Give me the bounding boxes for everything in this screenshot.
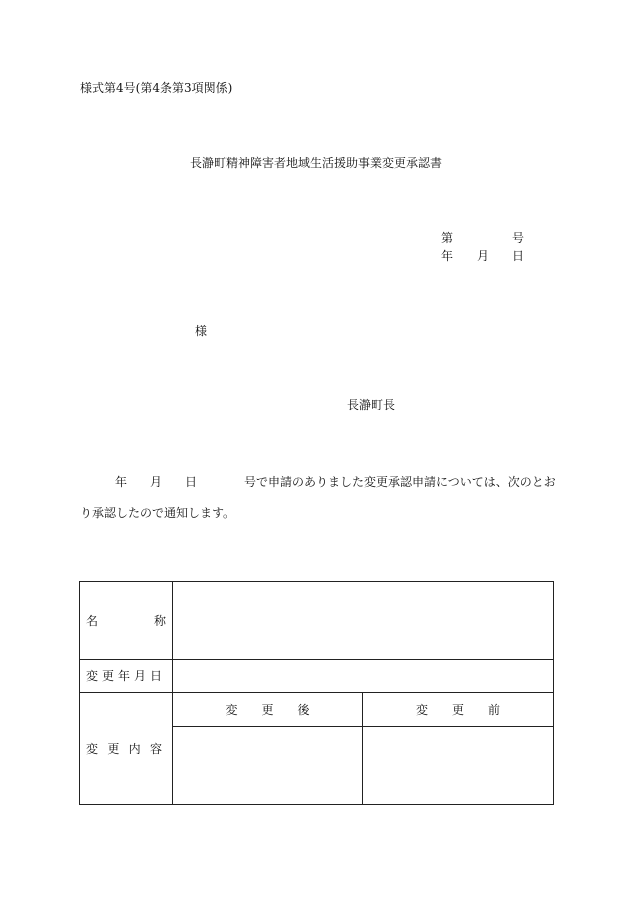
body-text-line1: 号で申請のありました変更承認申請については、次のとお: [244, 475, 556, 489]
name-value-cell[interactable]: [173, 582, 554, 660]
change-date-label-cell: [80, 660, 173, 693]
name-label-char: 名: [86, 613, 99, 628]
document-title: 長瀞町精神障害者地域生活援助事業変更承認書: [190, 156, 443, 170]
change-date-label-char: 更: [101, 669, 114, 683]
body-text-line2: り承認したので通知します。: [80, 506, 236, 520]
change-content-label-char: 内: [128, 741, 141, 756]
before-change-header: 変 更 前: [363, 693, 554, 727]
change-content-label-char: 更: [107, 741, 120, 756]
body-year: 年: [115, 475, 128, 489]
change-date-label-char: 月: [133, 669, 146, 683]
addressee-honorific: 様: [195, 324, 208, 338]
change-details-table: [79, 581, 554, 805]
issue-date-month: 月: [477, 249, 490, 263]
change-date-value-cell[interactable]: [173, 660, 554, 693]
body-month: 月: [150, 475, 163, 489]
issue-date-day: 日: [512, 249, 525, 263]
before-change-cell[interactable]: [363, 727, 554, 805]
name-label-cell: [80, 582, 173, 660]
doc-number-suffix: 号: [512, 231, 525, 245]
change-content-label-char: 変: [86, 741, 99, 756]
doc-number-prefix: 第: [441, 231, 454, 245]
change-content-label-cell: [80, 693, 173, 805]
form-number: 様式第4号(第4条第3項関係): [80, 81, 233, 95]
after-change-header: 変 更 後: [173, 693, 363, 727]
change-date-label-char: 日: [149, 669, 162, 683]
change-date-label-char: 年: [117, 669, 130, 683]
body-day: 日: [185, 475, 198, 489]
name-label-char: 称: [153, 613, 166, 628]
change-date-row: [80, 660, 554, 693]
after-change-cell[interactable]: [173, 727, 363, 805]
name-row: [80, 582, 554, 660]
issue-date-year: 年: [441, 249, 454, 263]
issuer-name: 長瀞町長: [347, 398, 396, 412]
change-content-label-char: 容: [149, 741, 162, 756]
change-content-header-row: [80, 693, 554, 727]
change-date-label-char: 変: [86, 669, 99, 683]
